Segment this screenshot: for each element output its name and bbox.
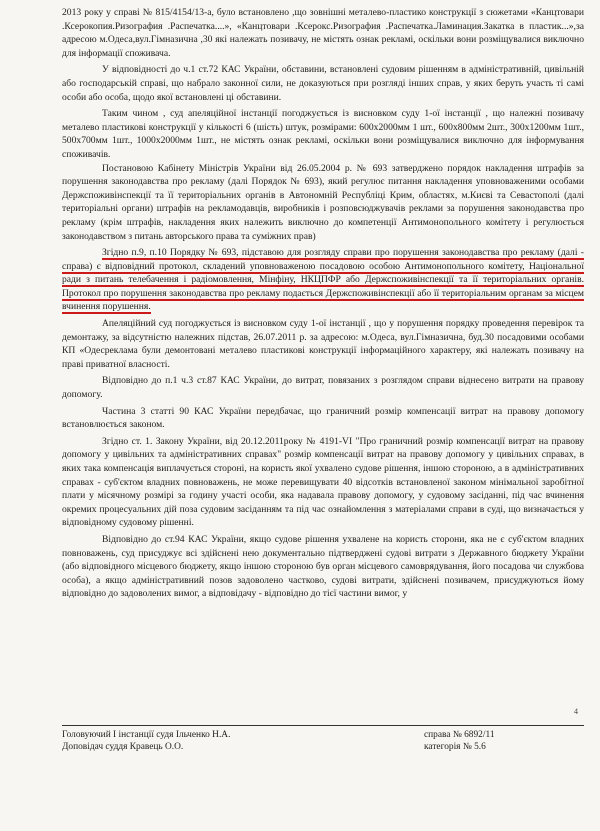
paragraph-4: Постановою Кабінету Міністрів України від 26.05.2004 р. № 693 затверджено порядок накладення штрафів за порушення законодавства про рекламу (далі Порядок № 693), який регулює питання накладення уповноваженими особами Держспоживінспекції та її територіальних органів в Автономній Республіці Крим, областях, м.Києві та Севастополі (далі територіальні органи) штрафів на рекламодавців, виробників і розповсюджувачів реклами за порушення законодавства про рекламу (крім штрафів, накладення яких належить виключно до компетенції Антимонопольного комітету і регулюється законодавством з питань авторського права та суміжних прав): [62, 162, 584, 242]
footer-row-1: [62, 729, 584, 741]
footer-row-2: [62, 741, 584, 753]
footer: [62, 729, 584, 753]
case-number: справа № 6892/11: [424, 730, 495, 740]
paragraph-7: Відповідно до п.1 ч.3 ст.87 КАС України, до витрат, повязаних з розглядом справи віднесено витрати на правову допомогу.: [62, 375, 584, 401]
footer-divider: [62, 725, 584, 726]
paragraph-10: Відповідно до ст.94 КАС України, якщо судове рішення ухвалене на користь сторони, яка не є суб'єктом владних повноважень, суд присуджує всі здійснені нею документально підтверджені судові витрати з Державного бюджету України (або відповідного місцевого бюджету, якщо іншою стороною був орган місцевого самоврядування, його посадова чи службова особа), а якщо адміністративний позов задоволено частково, судові витрати, здійснені позивачем, присуджуються йому відповідно до задоволених вимог, а відповідачу - відповідно до тієї частини вимог, у: [62, 533, 584, 600]
paragraph-6: Апеляційний суд погоджується із висновком суду 1-ої інстанції , що у порушення порядку проведення перевірок та демонтажу, за відсутністю належних підстав, 26.07.2011 р. за адресою: м.Одеса, вул.Гімназична, буд.30 посадовими особами КП «Одесреклама були демонтовані металево пластикові конструкції інформаційного характеру, які належать позивачу на праві приватної власності.: [62, 318, 584, 370]
paragraph-1: 2013 року у справі № 815/4154/13-а, було встановлено ,що зовнішні металево-пластико конструкції з сюжетами «Канцтовари .Ксерокопия.Ризография .Распечатка....», «Канцтовари .Ксерокс.Ризография .Распечатка.Ламинация.Закатка в пластик...»,за адресою м.Одеса,вул.Гімназична ,30 які належать позивачу, не містять ознак рекламі, оскільки вони розміщувалися виключно для інформації споживача.: [62, 7, 584, 59]
case-category: категорія № 5.6: [424, 742, 486, 752]
page-number: 4: [574, 707, 578, 716]
first-instance-judge: Головуючий I інстанції судя Ільченко Н.А.: [62, 730, 231, 740]
reporting-judge: Доповідач суддя Кравець О.О.: [62, 742, 184, 752]
paragraph-5-highlighted: [62, 246, 584, 314]
paragraph-8: Частина 3 статті 90 КАС України передбачає, що граничний розмір компенсації витрат на правову допомогу встановлюється законом.: [62, 405, 584, 431]
paragraph-3: Таким чином , суд апеляційної інстанції погоджується із висновком суду 1-ої інстанції , що належні позивачу металево пластикові конструкції у кількості 6 (шість) штук, розмірами: 600х2000мм 1 шт., 600х800мм 2шт., 300х1200мм 1шт., 500х700мм 1шт., 1000х2000мм 1шт., не містять ознак рекламі, оскільки вони розміщувалися виключно для інформування споживачів.: [62, 108, 584, 160]
paragraph-2: У відповідності до ч.1 ст.72 КАС України, обставини, встановлені судовим рішенням в адміністративній, цивільній або господарській справі, що набрало законної сили, не доказуються при розгляді інших справ, у яких беруть участь ті самі особи або особа, щодо якої встановлені ці обставини.: [62, 64, 584, 103]
red-underlined-text: Згідно п.9, п.10 Порядку № 693, підставою для розгляду справи про порушення законодавства про рекламу (далі - справа) є відповідний протокол, складений уповноваженою посадовою особою Антимонопольного комітету, Національної ради з питань телебачення і радіомовлення, Мінфіну, НКЦПФР або Держспоживінспекції та її територіальних органів. Протокол про порушення законодавства про рекламу подається Держспоживінспекції або її територіальним органам за місцем вчинення порушення.: [62, 247, 584, 313]
paragraph-9: Згідно ст. 1. Закону України, від 20.12.2011року № 4191-VI "Про граничний розмір компенсації витрат на правову допомогу у цивільних та адміністративних справах" розмір компенсації витрат на правову допомогу у цивільних справах, в яких така компенсація виплачується стороні, на користь якої ухвалено судове рішення, іншою стороною, а в адміністративних справах - суб'єктом владних повноважень, не може перевищувати 40 відсотків встановленої законом мінімальної заробітної плати у місячному розмірі за годину участі особи, яка надавала правову допомогу, у судовому засіданні, під час вчинення окремих процесуальних дій поза судовим засіданням та під час ознайомлення з матеріалами справи в суді, що визначається у відповідному судовому рішенні.: [62, 435, 584, 529]
document-body: [62, 6, 584, 601]
